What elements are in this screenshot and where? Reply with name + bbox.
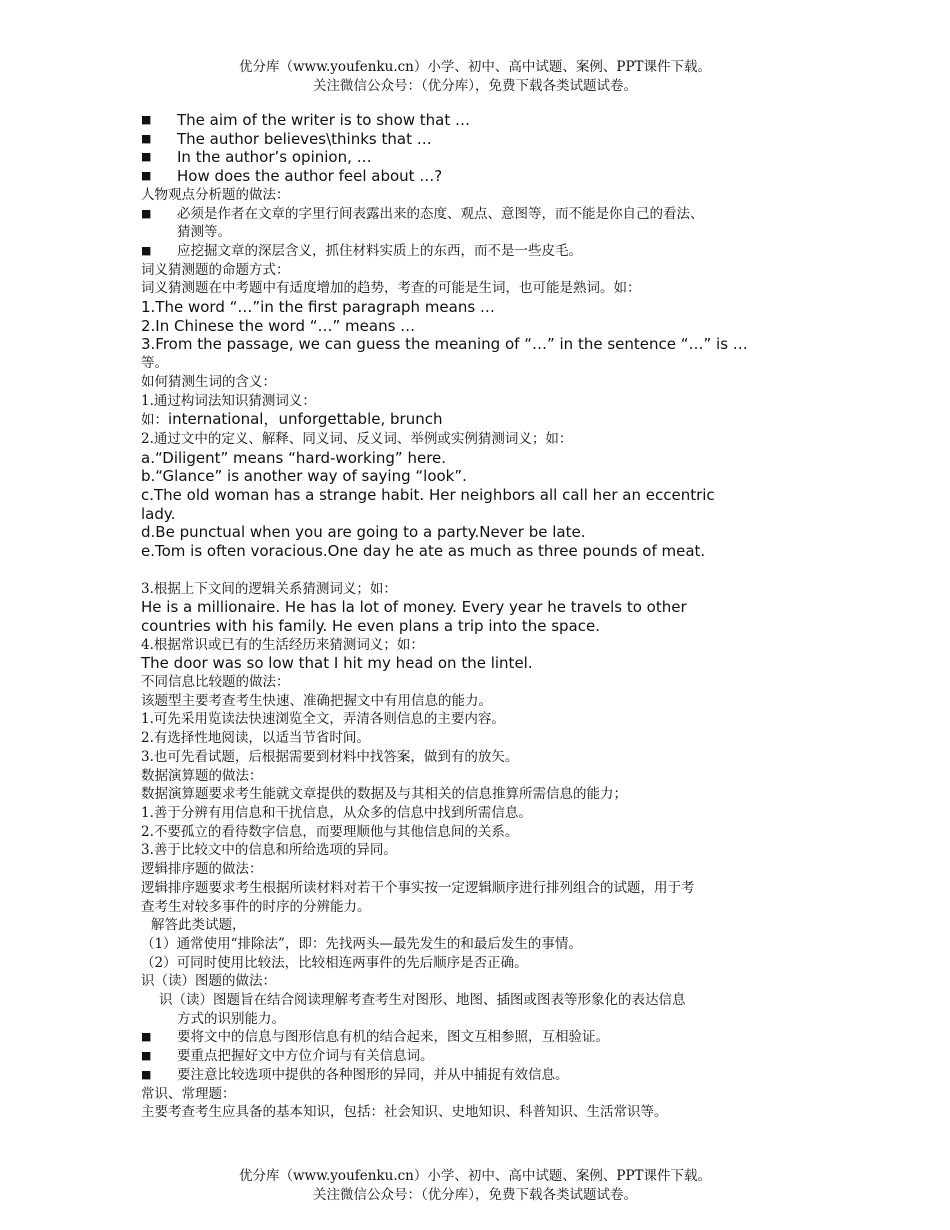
bullet-square-icon: ■ bbox=[141, 1030, 152, 1044]
example-line: e.Tom is often voracious.One day he ate as much as three pounds of meat. bbox=[141, 542, 706, 561]
list-item: 1.可先采用览读法快速浏览全文，弄清各则信息的主要内容。 bbox=[141, 711, 505, 728]
paragraph: 该题型主要考查考生快速、准确把握文中有用信息的能力。 bbox=[141, 692, 492, 709]
list-item: （1）通常使用“排除法”，即：先找两头—最先发生的和最后发生的事情。 bbox=[141, 935, 582, 952]
bullet-square-icon: ■ bbox=[141, 243, 152, 257]
section-heading: 不同信息比较题的做法： bbox=[141, 674, 290, 691]
document-body bbox=[141, 111, 821, 1122]
page-footer bbox=[0, 1167, 950, 1205]
paragraph: 词义猜测题在中考题中有适度增加的趋势，考查的可能是生词，也可能是熟词。如： bbox=[141, 280, 641, 297]
example-line: 1.The word “…”in the first paragraph means … bbox=[141, 298, 495, 317]
paragraph: 逻辑排序题要求考生根据所读材料对若干个事实按一定逻辑顺序进行排列组合的试题，用于考 bbox=[141, 879, 695, 896]
example-line: d.Be punctual when you are going to a party.Never be late. bbox=[141, 523, 586, 542]
footer-line-2: 关注微信公众号：（优分库），免费下载各类试题试卷。 bbox=[313, 1187, 637, 1203]
bullet-square-icon: ■ bbox=[141, 113, 152, 126]
bullet-square-icon: ■ bbox=[141, 206, 152, 220]
list-item: 2.有选择性地阅读，以适当节省时间。 bbox=[141, 730, 370, 747]
paragraph: 主要考查考生应具备的基本知识，包括：社会知识、史地知识、科普知识、生活常识等。 bbox=[141, 1104, 668, 1121]
bullet-square-icon: ■ bbox=[141, 1067, 152, 1081]
paragraph: 识（读）图题旨在结合阅读理解考查考生对图形、地图、插图或图表等形象化的表达信息 bbox=[159, 992, 686, 1009]
list-item: 2.不要孤立的看待数字信息，而要理顺他与其他信息间的关系。 bbox=[141, 823, 519, 840]
bullet-item: ■ 要重点把握好文中方位介词与有关信息词。 bbox=[141, 1048, 434, 1065]
paragraph: 数据演算题要求考生能就文章提供的数据及与其相关的信息推算所需信息的能力； bbox=[141, 786, 627, 803]
example-line: The door was so low that I hit my head on the lintel. bbox=[141, 654, 533, 673]
header-line-2: 关注微信公众号：（优分库），免费下载各类试题试卷。 bbox=[313, 78, 637, 94]
section-heading: 人物观点分析题的做法： bbox=[141, 186, 290, 203]
blank-line bbox=[141, 561, 821, 580]
paragraph: 1.通过构词法知识猜测词义： bbox=[141, 392, 316, 409]
example-line: 2.In Chinese the word “…” means … bbox=[141, 316, 416, 335]
example-line: 3.From the passage, we can guess the meaning of “…” in the sentence “…” is … bbox=[141, 335, 748, 354]
bullet-item: ■ The aim of the writer is to show that … bbox=[141, 111, 471, 129]
bullet-item: ■ In the author’s opinion, … bbox=[141, 148, 372, 167]
bullet-square-icon: ■ bbox=[141, 1049, 152, 1063]
bullet-square-icon: ■ bbox=[141, 131, 152, 145]
list-item: 3.也可先看试题，后根据需要到材料中找答案，做到有的放矢。 bbox=[141, 748, 519, 765]
section-heading: 常识、常理题： bbox=[141, 1085, 236, 1102]
example-line: 如：international，unforgettable, brunch bbox=[141, 410, 443, 429]
bullet-continuation: 猜测等。 bbox=[177, 224, 231, 241]
paragraph: 4.根据常识或已有的生活经历来猜测词义；如： bbox=[141, 636, 424, 653]
paragraph: 方式的识别能力。 bbox=[177, 1010, 285, 1027]
example-line: a.“Diligent” means “hard-working” here. bbox=[141, 448, 447, 467]
example-line: lady. bbox=[141, 504, 176, 523]
list-item: （2）可同时使用比较法，比较相连两事件的先后顺序是否正确。 bbox=[141, 954, 528, 971]
section-heading: 如何猜测生词的含义： bbox=[141, 373, 276, 390]
footer-line-1: 优分库（www.youfenku.cn）小学、初中、高中试题、案例、PPT课件下载。 bbox=[238, 1168, 712, 1184]
bullet-item: ■ The author believes\thinks that … bbox=[141, 129, 432, 148]
bullet-item: ■ 要注意比较选项中提供的各种图形的异同，并从中捕捉有效信息。 bbox=[141, 1066, 569, 1083]
header-line-1: 优分库（www.youfenku.cn）小学、初中、高中试题、案例、PPT课件下载。 bbox=[238, 59, 712, 75]
bullet-item: ■ 必须是作者在文章的字里行间表露出来的态度、观点、意图等，而不能是你自己的看法、 bbox=[141, 205, 704, 222]
section-heading: 识（读）图题的做法： bbox=[141, 973, 276, 990]
paragraph: 等。 bbox=[141, 355, 168, 372]
bullet-square-icon: ■ bbox=[141, 169, 152, 183]
list-item: 1.善于分辨有用信息和干扰信息，从众多的信息中找到所需信息。 bbox=[141, 805, 532, 821]
bullet-square-icon: ■ bbox=[141, 150, 152, 164]
page-header bbox=[0, 58, 950, 96]
example-line: countries with his family. He even plans a trip into the space. bbox=[141, 616, 600, 635]
paragraph: 2.通过文中的定义、解释、同义词、反义词、举例或实例猜测词义；如： bbox=[141, 430, 573, 447]
example-line: b.“Glance” is another way of saying “look”. bbox=[141, 467, 467, 486]
example-line: c.The old woman has a strange habit. Her neighbors all call her an eccentric bbox=[141, 486, 715, 505]
paragraph: 3.根据上下文间的逻辑关系猜测词义；如： bbox=[141, 580, 397, 597]
bullet-item: ■ How does the author feel about …? bbox=[141, 167, 443, 186]
bullet-item: ■ 应挖掘文章的深层含义，抓住材料实质上的东西，而不是一些皮毛。 bbox=[141, 242, 582, 259]
section-heading: 数据演算题的做法： bbox=[141, 767, 263, 784]
paragraph: 查考生对较多事件的时序的分辨能力。 bbox=[141, 898, 371, 915]
list-item: 3.善于比较文中的信息和所给选项的异同。 bbox=[141, 842, 397, 859]
paragraph: 解答此类试题， bbox=[151, 917, 246, 934]
example-line: He is a millionaire. He has la lot of money. Every year he travels to other bbox=[141, 598, 687, 617]
section-heading: 逻辑排序题的做法： bbox=[141, 861, 263, 878]
bullet-item: ■ 要将文中的信息与图形信息有机的结合起来，图文互相参照，互相验证。 bbox=[141, 1029, 609, 1046]
section-heading: 词义猜测题的命题方式： bbox=[141, 261, 290, 278]
